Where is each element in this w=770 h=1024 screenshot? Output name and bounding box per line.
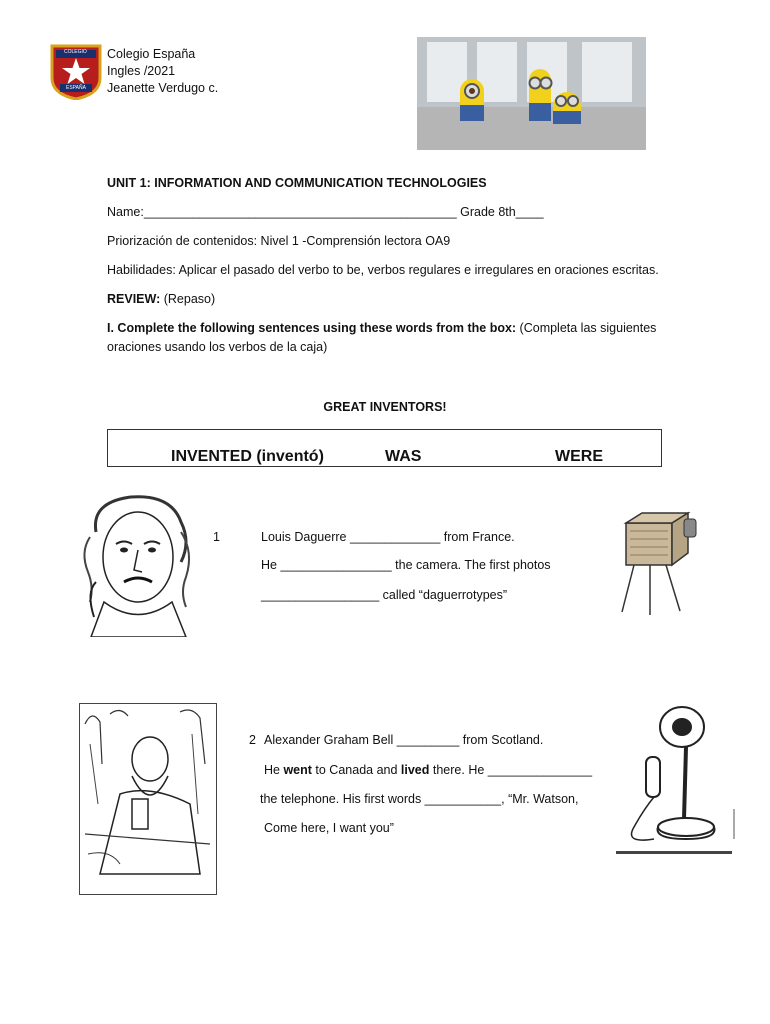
telephone-caption [616, 851, 732, 854]
review-label: REVIEW: [107, 292, 161, 306]
school-logo [50, 44, 102, 100]
exercise-1-line-3: _________________ called “daguerrotypes” [261, 588, 508, 602]
priorizacion-line: Priorización de contenidos: Nivel 1 -Comprensión lectora OA9 [107, 234, 451, 248]
logo-top-text: COLEGIO [64, 49, 87, 55]
exercise-2-number: 2 [249, 733, 256, 747]
word-box [107, 429, 662, 467]
word-box-word-1: INVENTED (inventó) [171, 448, 324, 465]
instruction-bold: I. Complete the following sentences using these words from the box: [107, 321, 517, 335]
candlestick-telephone-image [614, 699, 738, 859]
unit-title: UNIT 1: INFORMATION AND COMMUNICATION TECHNOLOGIES [107, 176, 487, 190]
review-note: (Repaso) [160, 292, 216, 306]
exercise-2-line-2-c: to Canada and [311, 763, 401, 777]
daguerreotype-camera-image [612, 507, 700, 619]
instruction-line-1 [107, 321, 656, 335]
minions-image [417, 37, 646, 150]
exercise-2-lived: lived [400, 763, 430, 777]
exercise-1-line-1: Louis Daguerre _____________ from France. [261, 530, 515, 544]
exercise-2-line-2-a: He [264, 763, 284, 777]
exercise-2-line-4: Come here, I want you” [264, 821, 394, 835]
instruction-normal: (Completa las siguientes [516, 321, 657, 335]
daguerre-portrait [76, 492, 198, 637]
word-box-word-3: WERE [555, 448, 603, 465]
teacher-name: Jeanette Verdugo c. [107, 81, 219, 95]
exercise-1-number: 1 [213, 530, 220, 544]
review-line [107, 292, 215, 306]
logo-bottom-text: ESPAÑA [66, 85, 86, 91]
exercise-2-line-2 [264, 763, 592, 777]
word-box-word-2: WAS [385, 448, 422, 465]
course-name: Ingles /2021 [107, 64, 176, 78]
exercise-2-line-1: Alexander Graham Bell _________ from Scotland. [264, 733, 544, 747]
header-block [107, 46, 218, 97]
exercise-2-line-3: the telephone. His first words ___________, “Mr. Watson, [260, 792, 579, 806]
section-title: GREAT INVENTORS! [323, 400, 447, 414]
name-grade-line: Name:_____________________________________________ Grade 8th____ [107, 205, 544, 219]
instruction-line-2: oraciones usando los verbos de la caja) [107, 340, 328, 354]
bell-sketch-image [79, 703, 217, 895]
habilidades-line: Habilidades: Aplicar el pasado del verbo to be, verbos regulares e irregulares en oraciones escritas. [107, 263, 659, 277]
exercise-2-line-2-e: there. He _______________ [429, 763, 593, 777]
exercise-1-line-2: He ________________ the camera. The first photos [261, 558, 551, 572]
exercise-2-went: went [283, 763, 312, 777]
school-name: Colegio España [107, 47, 196, 61]
